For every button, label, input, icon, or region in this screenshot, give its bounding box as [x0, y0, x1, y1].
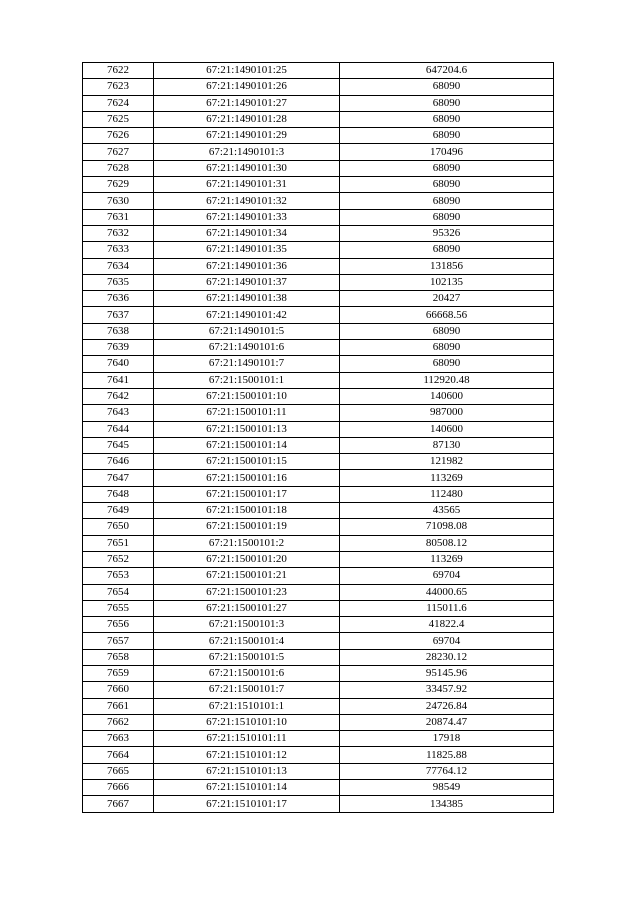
value-cell: 68090 [340, 160, 554, 176]
table-row [83, 388, 554, 404]
cadastral-number-cell: 67:21:1500101:6 [154, 665, 340, 681]
row-number-cell: 7658 [83, 649, 154, 665]
table-row [83, 437, 554, 453]
value-cell: 33457.92 [340, 682, 554, 698]
row-number-cell: 7649 [83, 503, 154, 519]
value-cell: 170496 [340, 144, 554, 160]
row-number-cell: 7657 [83, 633, 154, 649]
table-row [83, 486, 554, 502]
value-cell: 68090 [340, 356, 554, 372]
table-row [83, 421, 554, 437]
table-row [83, 405, 554, 421]
value-cell: 28230.12 [340, 649, 554, 665]
value-cell: 113269 [340, 470, 554, 486]
row-number-cell: 7639 [83, 340, 154, 356]
value-cell: 66668.56 [340, 307, 554, 323]
value-cell: 131856 [340, 258, 554, 274]
table-row [83, 714, 554, 730]
table-row [83, 160, 554, 176]
row-number-cell: 7656 [83, 617, 154, 633]
value-cell: 987000 [340, 405, 554, 421]
row-number-cell: 7660 [83, 682, 154, 698]
cadastral-number-cell: 67:21:1490101:6 [154, 340, 340, 356]
cadastral-number-cell: 67:21:1490101:31 [154, 177, 340, 193]
cadastral-number-cell: 67:21:1500101:4 [154, 633, 340, 649]
table-row [83, 242, 554, 258]
cadastral-number-cell: 67:21:1500101:21 [154, 568, 340, 584]
row-number-cell: 7647 [83, 470, 154, 486]
row-number-cell: 7641 [83, 372, 154, 388]
row-number-cell: 7650 [83, 519, 154, 535]
value-cell: 68090 [340, 128, 554, 144]
row-number-cell: 7634 [83, 258, 154, 274]
table-row [83, 763, 554, 779]
table-row [83, 470, 554, 486]
cadastral-number-cell: 67:21:1490101:34 [154, 225, 340, 241]
value-cell: 20427 [340, 291, 554, 307]
table-row [83, 698, 554, 714]
value-cell: 71098.08 [340, 519, 554, 535]
value-cell: 41822.4 [340, 617, 554, 633]
table-row [83, 323, 554, 339]
table-row [83, 209, 554, 225]
row-number-cell: 7648 [83, 486, 154, 502]
cadastral-number-cell: 67:21:1500101:7 [154, 682, 340, 698]
data-table [82, 62, 554, 813]
row-number-cell: 7627 [83, 144, 154, 160]
value-cell: 113269 [340, 551, 554, 567]
value-cell: 68090 [340, 242, 554, 258]
row-number-cell: 7635 [83, 274, 154, 290]
cadastral-number-cell: 67:21:1490101:5 [154, 323, 340, 339]
row-number-cell: 7628 [83, 160, 154, 176]
cadastral-number-cell: 67:21:1490101:38 [154, 291, 340, 307]
cadastral-number-cell: 67:21:1510101:17 [154, 796, 340, 812]
table-row [83, 454, 554, 470]
table-row [83, 665, 554, 681]
value-cell: 11825.88 [340, 747, 554, 763]
cadastral-number-cell: 67:21:1510101:11 [154, 731, 340, 747]
row-number-cell: 7665 [83, 763, 154, 779]
table-row [83, 503, 554, 519]
value-cell: 69704 [340, 568, 554, 584]
row-number-cell: 7623 [83, 79, 154, 95]
cadastral-number-cell: 67:21:1500101:11 [154, 405, 340, 421]
table-row [83, 568, 554, 584]
table-row [83, 340, 554, 356]
table-row [83, 551, 554, 567]
row-number-cell: 7624 [83, 95, 154, 111]
value-cell: 115011.6 [340, 600, 554, 616]
cadastral-number-cell: 67:21:1500101:5 [154, 649, 340, 665]
cadastral-number-cell: 67:21:1500101:23 [154, 584, 340, 600]
row-number-cell: 7661 [83, 698, 154, 714]
table-row [83, 307, 554, 323]
cadastral-number-cell: 67:21:1490101:26 [154, 79, 340, 95]
row-number-cell: 7666 [83, 780, 154, 796]
row-number-cell: 7626 [83, 128, 154, 144]
value-cell: 68090 [340, 193, 554, 209]
value-cell: 43565 [340, 503, 554, 519]
cadastral-number-cell: 67:21:1490101:33 [154, 209, 340, 225]
row-number-cell: 7633 [83, 242, 154, 258]
cadastral-number-cell: 67:21:1490101:29 [154, 128, 340, 144]
table-row [83, 780, 554, 796]
cadastral-number-cell: 67:21:1490101:28 [154, 111, 340, 127]
value-cell: 112920.48 [340, 372, 554, 388]
cadastral-number-cell: 67:21:1500101:15 [154, 454, 340, 470]
cadastral-number-cell: 67:21:1490101:30 [154, 160, 340, 176]
row-number-cell: 7629 [83, 177, 154, 193]
value-cell: 121982 [340, 454, 554, 470]
value-cell: 68090 [340, 79, 554, 95]
cadastral-number-cell: 67:21:1490101:32 [154, 193, 340, 209]
cadastral-number-cell: 67:21:1500101:1 [154, 372, 340, 388]
cadastral-number-cell: 67:21:1500101:14 [154, 437, 340, 453]
cadastral-number-cell: 67:21:1500101:20 [154, 551, 340, 567]
table-row [83, 258, 554, 274]
table-row [83, 535, 554, 551]
row-number-cell: 7636 [83, 291, 154, 307]
cadastral-number-cell: 67:21:1510101:13 [154, 763, 340, 779]
table-row [83, 600, 554, 616]
table-row [83, 617, 554, 633]
row-number-cell: 7653 [83, 568, 154, 584]
row-number-cell: 7632 [83, 225, 154, 241]
cadastral-number-cell: 67:21:1500101:17 [154, 486, 340, 502]
value-cell: 77764.12 [340, 763, 554, 779]
value-cell: 134385 [340, 796, 554, 812]
cadastral-number-cell: 67:21:1490101:3 [154, 144, 340, 160]
row-number-cell: 7631 [83, 209, 154, 225]
row-number-cell: 7645 [83, 437, 154, 453]
table-row [83, 682, 554, 698]
cadastral-number-cell: 67:21:1490101:37 [154, 274, 340, 290]
cadastral-number-cell: 67:21:1500101:10 [154, 388, 340, 404]
row-number-cell: 7640 [83, 356, 154, 372]
value-cell: 69704 [340, 633, 554, 649]
table-row [83, 633, 554, 649]
table-row [83, 274, 554, 290]
cadastral-number-cell: 67:21:1500101:16 [154, 470, 340, 486]
row-number-cell: 7622 [83, 63, 154, 79]
value-cell: 68090 [340, 340, 554, 356]
value-cell: 68090 [340, 323, 554, 339]
row-number-cell: 7663 [83, 731, 154, 747]
cadastral-number-cell: 67:21:1510101:12 [154, 747, 340, 763]
value-cell: 68090 [340, 177, 554, 193]
row-number-cell: 7651 [83, 535, 154, 551]
table-row [83, 372, 554, 388]
table-row [83, 128, 554, 144]
value-cell: 647204.6 [340, 63, 554, 79]
table-row [83, 111, 554, 127]
cadastral-number-cell: 67:21:1490101:42 [154, 307, 340, 323]
row-number-cell: 7667 [83, 796, 154, 812]
row-number-cell: 7630 [83, 193, 154, 209]
row-number-cell: 7637 [83, 307, 154, 323]
table-row [83, 177, 554, 193]
value-cell: 95145.96 [340, 665, 554, 681]
value-cell: 95326 [340, 225, 554, 241]
table-row [83, 63, 554, 79]
row-number-cell: 7662 [83, 714, 154, 730]
table-body [83, 63, 554, 813]
table-row [83, 731, 554, 747]
value-cell: 17918 [340, 731, 554, 747]
value-cell: 140600 [340, 421, 554, 437]
table-row [83, 291, 554, 307]
value-cell: 87130 [340, 437, 554, 453]
table-row [83, 144, 554, 160]
value-cell: 140600 [340, 388, 554, 404]
row-number-cell: 7655 [83, 600, 154, 616]
cadastral-number-cell: 67:21:1490101:7 [154, 356, 340, 372]
row-number-cell: 7642 [83, 388, 154, 404]
value-cell: 20874.47 [340, 714, 554, 730]
cadastral-number-cell: 67:21:1490101:27 [154, 95, 340, 111]
value-cell: 98549 [340, 780, 554, 796]
cadastral-number-cell: 67:21:1490101:25 [154, 63, 340, 79]
table-row [83, 225, 554, 241]
value-cell: 68090 [340, 111, 554, 127]
cadastral-number-cell: 67:21:1500101:19 [154, 519, 340, 535]
table-row [83, 95, 554, 111]
cadastral-number-cell: 67:21:1510101:1 [154, 698, 340, 714]
cadastral-number-cell: 67:21:1510101:10 [154, 714, 340, 730]
row-number-cell: 7625 [83, 111, 154, 127]
row-number-cell: 7643 [83, 405, 154, 421]
table-row [83, 356, 554, 372]
row-number-cell: 7659 [83, 665, 154, 681]
row-number-cell: 7654 [83, 584, 154, 600]
cadastral-number-cell: 67:21:1490101:36 [154, 258, 340, 274]
table-row [83, 747, 554, 763]
row-number-cell: 7646 [83, 454, 154, 470]
table-row [83, 796, 554, 812]
row-number-cell: 7664 [83, 747, 154, 763]
table-row [83, 519, 554, 535]
table-row [83, 584, 554, 600]
row-number-cell: 7644 [83, 421, 154, 437]
table-row [83, 79, 554, 95]
value-cell: 112480 [340, 486, 554, 502]
value-cell: 80508.12 [340, 535, 554, 551]
table-row [83, 193, 554, 209]
cadastral-number-cell: 67:21:1500101:27 [154, 600, 340, 616]
value-cell: 68090 [340, 95, 554, 111]
value-cell: 24726.84 [340, 698, 554, 714]
value-cell: 44000.65 [340, 584, 554, 600]
row-number-cell: 7638 [83, 323, 154, 339]
row-number-cell: 7652 [83, 551, 154, 567]
cadastral-number-cell: 67:21:1500101:2 [154, 535, 340, 551]
cadastral-number-cell: 67:21:1490101:35 [154, 242, 340, 258]
cadastral-number-cell: 67:21:1510101:14 [154, 780, 340, 796]
cadastral-number-cell: 67:21:1500101:3 [154, 617, 340, 633]
table-row [83, 649, 554, 665]
cadastral-number-cell: 67:21:1500101:13 [154, 421, 340, 437]
cadastral-number-cell: 67:21:1500101:18 [154, 503, 340, 519]
value-cell: 68090 [340, 209, 554, 225]
value-cell: 102135 [340, 274, 554, 290]
